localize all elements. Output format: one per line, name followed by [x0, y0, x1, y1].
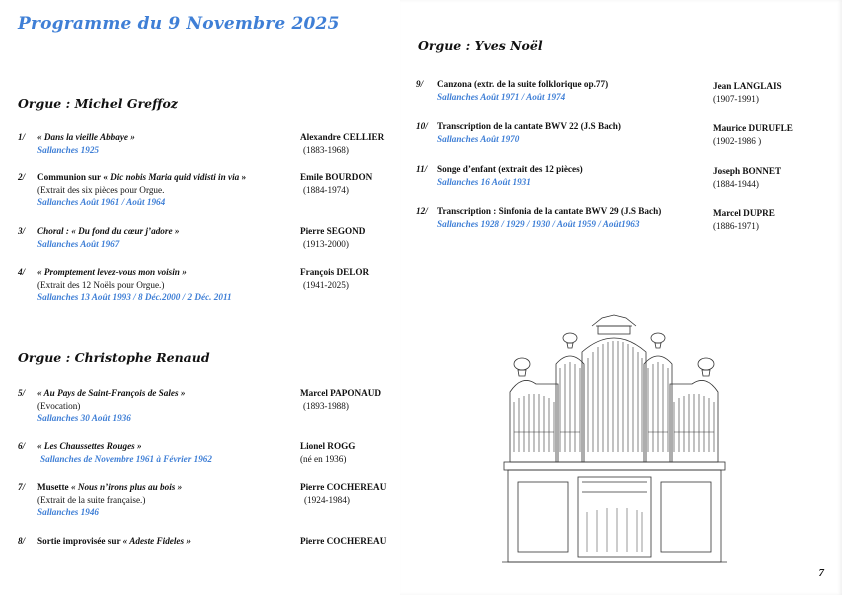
piece-title: Songe d’enfant (extrait des 12 pièces)	[437, 164, 583, 174]
composer-dates: (1886-1971)	[713, 220, 759, 231]
composer-name: Jean LANGLAIS	[713, 81, 782, 91]
piece-title: Musette « Nous n’irons plus au bois »	[37, 482, 183, 492]
program-entry-9	[416, 78, 836, 110]
composer-name: Joseph BONNET	[713, 166, 782, 176]
piece-title: « Dans la vieille Abbaye »	[37, 132, 135, 142]
piece-title: « Promptement levez-vous mon voisin »	[37, 267, 187, 277]
entry-number: 5/	[18, 388, 26, 398]
performance-place: Sallanches 1925	[37, 144, 100, 155]
entry-number: 12/	[416, 206, 428, 216]
composer-name: Pierre COCHEREAU	[300, 482, 387, 492]
performance-place: Sallanches Août 1970	[437, 133, 520, 144]
composer-dates: (1941-2025)	[303, 279, 349, 290]
performance-place: Sallanches Août 1967	[37, 238, 120, 249]
composer-name: Pierre COCHEREAU	[300, 536, 387, 546]
piece-title: Canzona (extr. de la suite folklorique op.77)	[437, 79, 609, 89]
composer-name: Marcel DUPRE	[713, 208, 775, 218]
entry-number: 7/	[18, 482, 26, 492]
composer-name: François DELOR	[300, 267, 370, 277]
composer-name: Maurice DURUFLE	[713, 123, 793, 133]
piece-note: (Evocation)	[37, 400, 81, 411]
section-heading-noel: Orgue : Yves Noël	[418, 38, 543, 53]
composer-dates: (1902-1986 )	[713, 135, 762, 146]
entry-number: 8/	[18, 536, 26, 546]
left-page	[0, 0, 400, 595]
piece-title: Choral : « Du fond du cœur j’adore »	[37, 226, 180, 236]
section-heading-greffoz: Orgue : Michel Greffoz	[18, 96, 178, 111]
composer-name: Marcel PAPONAUD	[300, 388, 382, 398]
composer-name: Emile BOURDON	[300, 172, 373, 182]
composer-dates: (1884-1944)	[713, 178, 759, 189]
composer-dates: (1893-1988)	[303, 400, 349, 411]
page-number: 7	[818, 567, 824, 579]
program-entry-3	[18, 225, 398, 255]
program-entry-4	[18, 266, 398, 306]
entry-number: 1/	[18, 132, 26, 142]
performance-place: Sallanches 16 Août 1931	[437, 176, 531, 187]
piece-title: « Au Pays de Saint-François de Sales »	[37, 388, 186, 398]
performance-place: Sallanches 13 Août 1993 / 8 Déc.2000 / 2 Déc. 2011	[37, 292, 232, 302]
entry-number: 4/	[18, 267, 26, 277]
piece-title: Transcription : Sinfonia de la cantate BWV 29 (J.S Bach)	[437, 206, 662, 216]
program-title: Programme du 9 Novembre 2025	[18, 14, 340, 34]
program-entry-10	[416, 120, 836, 152]
program-entry-11	[416, 163, 836, 195]
piece-title: Transcription de la cantate BWV 22 (J.S Bach)	[437, 121, 621, 131]
composer-name: Alexandre CELLIER	[300, 132, 385, 142]
entry-number: 11/	[416, 164, 428, 174]
composer-name: Pierre SEGOND	[300, 226, 366, 236]
entry-number: 10/	[416, 121, 428, 131]
entry-number: 9/	[416, 79, 424, 89]
program-entry-2	[18, 171, 398, 211]
composer-name: Lionel ROGG	[300, 441, 356, 451]
performance-place: Sallanches 30 Août 1936	[37, 413, 131, 423]
program-entry-1	[18, 131, 398, 161]
program-entry-5	[18, 387, 398, 427]
program-entry-7	[18, 481, 398, 521]
section-heading-renaud: Orgue : Christophe Renaud	[18, 350, 210, 365]
performance-place: Sallanches 1946	[37, 507, 100, 517]
program-entry-8	[18, 535, 398, 551]
composer-dates: (1884-1974)	[303, 184, 349, 195]
piece-note: (Extrait des 12 Noëls pour Orgue.)	[37, 279, 165, 290]
piece-title: Sortie improvisée sur « Adeste Fideles »	[37, 536, 191, 546]
performance-place: Sallanches 1928 / 1929 / 1930 / Août 1959 / Août1963	[437, 218, 640, 229]
piece-note: (Extrait de la suite française.)	[37, 494, 146, 505]
composer-dates: (1913-2000)	[303, 238, 349, 249]
piece-note: (Extrait des six pièces pour Orgue.	[37, 184, 165, 195]
composer-dates: (1907-1991)	[713, 93, 759, 104]
composer-dates: (1924-1984)	[304, 494, 350, 505]
piece-title: « Les Chaussettes Rouges »	[37, 441, 142, 451]
performance-place: Sallanches de Novembre 1961 à Février 1962	[40, 453, 212, 464]
program-entry-6	[18, 440, 398, 470]
piece-title: Communion sur « Dic nobis Maria quid vidisti in via »	[37, 172, 247, 182]
composer-dates: (né en 1936)	[300, 453, 347, 464]
performance-place: Sallanches Août 1961 / Août 1964	[37, 197, 166, 207]
performance-place: Sallanches Août 1971 / Août 1974	[437, 91, 566, 102]
organ-illustration	[492, 312, 737, 567]
composer-dates: (1883-1968)	[303, 144, 349, 155]
entry-number: 2/	[18, 172, 26, 182]
program-entry-12	[416, 205, 836, 237]
right-page	[400, 0, 842, 595]
entry-number: 6/	[18, 441, 26, 451]
entry-number: 3/	[18, 226, 26, 236]
